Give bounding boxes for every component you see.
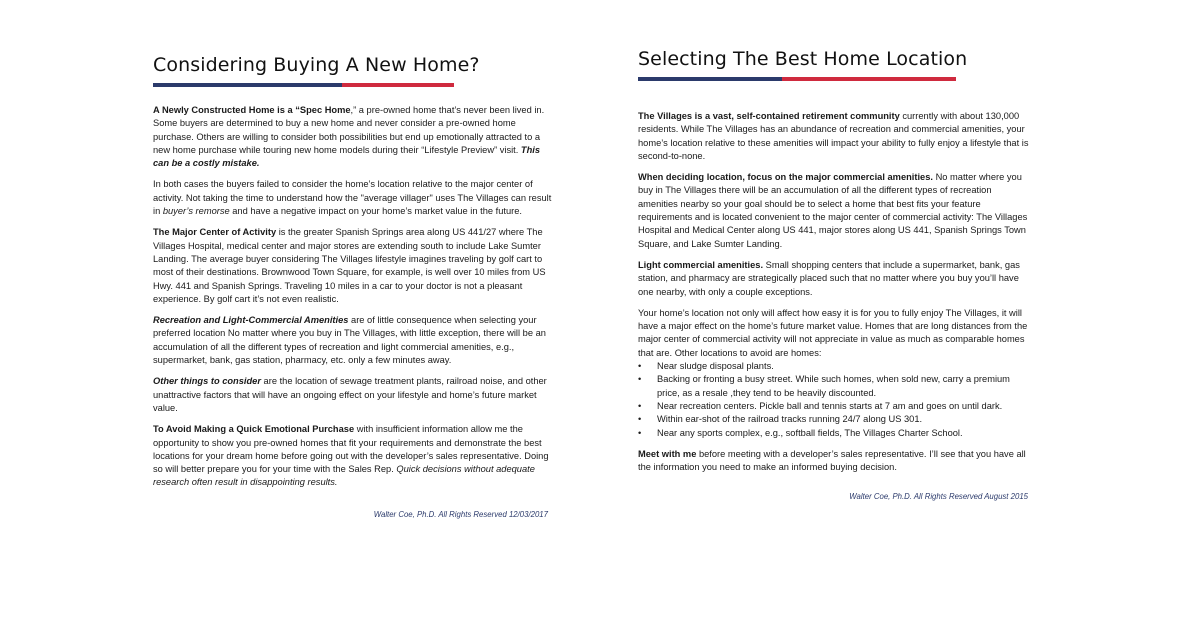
villages-heading: The Villages is a vast, self-contained retirement community — [638, 111, 900, 121]
meet-with-me-heading: Meet with me — [638, 448, 697, 459]
list-item: • Backing or fronting a busy street. While such homes, when sold new, carry a premium price, as a resale ,they tend to be heavily discounted. — [638, 373, 1030, 400]
left-title-rule — [153, 83, 454, 87]
major-center-heading: The Major Center of Activity — [153, 227, 277, 238]
right-paragraph-3 — [638, 259, 1030, 299]
left-page-title: Considering Buying A New Home? — [153, 54, 480, 76]
spec-home-heading: A Newly Constructed Home is a “Spec Home — [153, 105, 351, 115]
right-page-title: Selecting The Best Home Location — [638, 48, 968, 70]
recreation-amenities-heading: Recreation and Light-Commercial Amenities — [153, 315, 349, 326]
right-body — [638, 110, 1030, 482]
left-paragraph-1 — [153, 104, 553, 170]
right-signature: Walter Coe, Ph.D. All Rights Reserved August 2015 — [849, 492, 1028, 501]
list-item: • Within ear-shot of the railroad tracks running 24/7 along US 301. — [638, 413, 1030, 426]
left-rule-blue — [153, 83, 342, 87]
right-rule-blue — [638, 77, 782, 81]
left-paragraph-3 — [153, 226, 553, 306]
right-p2-text: No matter where you buy in The Villages there will be an accumulation of all the different types of recreation amenities nearby so your goal should be to select a home that best fits your feature requirements and is located convenient to the major center of commercial activity: The Villages Hospital and Medical Center along US 441, major stores along US 441, Spanish Springs Town Square, and Lake Sumter Landing. — [638, 172, 1028, 249]
left-paragraph-4 — [153, 314, 553, 367]
avoid-locations-list — [638, 360, 1030, 440]
right-paragraph-1 — [638, 110, 1030, 163]
list-item: • Near sludge disposal plants. — [638, 360, 1030, 373]
list-item: • Near recreation centers. Pickle ball and tennis starts at 7 am and goes on until dark. — [638, 400, 1030, 413]
left-paragraph-6 — [153, 423, 553, 489]
left-p2-text-b: and have a negative impact on your home’s market value in the future. — [229, 206, 522, 217]
left-p1-text: ,” a pre-owned home that’s never been lived in. Some buyers are determined to buy a new home and never consider a pre-owned home purchase. Others are willing to consider both possibilities but end up emotionally attracted to a new home purchase while touring new home models during their “Lifestyle Preview” visit. — [153, 105, 545, 155]
light-commercial-heading: Light commercial amenities. — [638, 259, 764, 270]
left-p3-text: is the greater Spanish Springs area along US 441/27 where The Villages Hospital, medical center and major stores are extending south to include Lake Sumter Landing. The average buyer considering The Villages lifestyle imagines traveling by golf cart to most of their destinations. Brownwood Town Square, for example, is well over 10 miles from US Hwy. 441 and Spanish Springs. Traveling 10 miles in a car to your doctor is not a pleasant experience. By golf cart it’s not even realistic. — [153, 227, 546, 304]
avoid-purchase-heading: To Avoid Making a Quick Emotional Purchase — [153, 424, 355, 435]
right-p1-text: currently with about 130,000 residents. While The Villages has an abundance of recreation and commercial amenities, your home’s location relative to these amenities will impact your ability to fully enjoy a lifestyle that is second-to-none. — [638, 111, 1029, 161]
right-p5-text: before meeting with a developer’s sales representative. I’ll see that you have all the information you need to make an informed buying decision. — [638, 448, 1026, 473]
quick-decisions-emphasis: Quick decisions without adequate research often result in disappointing results. — [153, 464, 535, 488]
left-paragraph-2 — [153, 178, 553, 218]
left-body — [153, 104, 553, 498]
left-p2-text-a: In both cases the buyers failed to consider the home’s location relative to the major center of activity. Not taking the time to understand how the "average villager" uses The Villages can result in — [153, 179, 552, 217]
deciding-location-heading: When deciding location, focus on the major commercial amenities. — [638, 172, 933, 183]
other-things-heading: Other things to consider — [153, 376, 261, 387]
left-p5-text: are the location of sewage treatment plants, railroad noise, and other unattractive factors that will have an ongoing effect on your lifestyle and home’s future market value. — [153, 376, 547, 413]
right-paragraph-4: Your home’s location not only will affect how easy it is for you to fully enjoy The Villages, it will have a major effect on the home’s future market value. Homes that are long distances from the major center of commercial activity will not appreciate in value as much as comparable homes that are. Other locations to avoid are homes: — [638, 307, 1028, 358]
right-rule-red — [782, 77, 956, 81]
right-p3-text: Small shopping centers that include a supermarket, bank, gas station, and pharmacy are strategically placed such that no matter where you buy you’ll have one nearby, with only a couple exceptions. — [638, 259, 1020, 297]
left-rule-red — [342, 83, 454, 87]
left-p6-text: with insufficient information allow me the opportunity to show you pre-owned homes that fit your requirements and demonstrate the best locations for your dream home before going out with the developer’s sales representative. Doing so will better prepare you for your time with the Sales Rep. — [153, 424, 549, 475]
left-paragraph-5 — [153, 375, 553, 415]
buyers-remorse-emphasis: buyer’s remorse — [162, 206, 230, 217]
right-title-rule — [638, 77, 956, 81]
list-item: • Near any sports complex, e.g., softball fields, The Villages Charter School. — [638, 427, 1030, 440]
right-paragraph-5 — [638, 448, 1030, 475]
left-signature: Walter Coe, Ph.D. All Rights Reserved 12/03/2017 — [373, 510, 548, 519]
right-paragraph-2 — [638, 171, 1030, 251]
costly-mistake-emphasis: This can be a costly mistake. — [153, 144, 541, 169]
left-p4-text: are of little consequence when selecting your preferred location No matter where you buy in The Villages, with little exception, there will be an accumulation of all the different types of recreation and light commercial amenities, e.g., supermarket, bank, gas station, pharmacy, etc. only a few minutes away. — [153, 315, 546, 366]
